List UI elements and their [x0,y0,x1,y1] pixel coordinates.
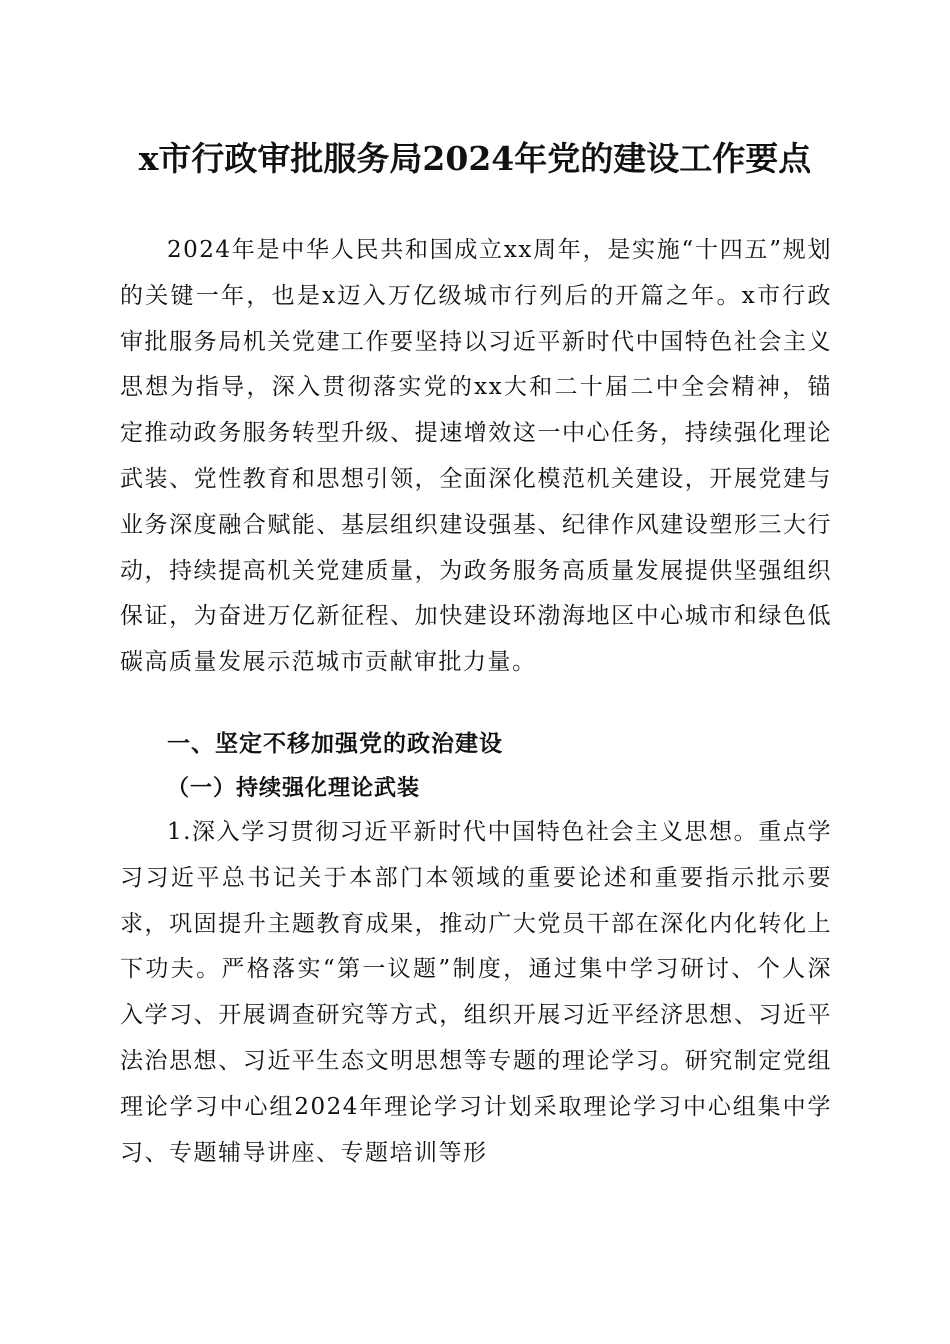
intro-paragraph: 2024年是中华人民共和国成立xx周年，是实施“十四五”规划的关键一年，也是x迈入万亿级城市行列后的开篇之年。x市行政审批服务局机关党建工作要坚持以习近平新时代中国特色社会主义思想为指导，深入贯彻落实党的xx大和二十届二中全会精神，锚定推动政务服务转型升级、提速增效这一中心任务，持续强化理论武装、党性教育和思想引领，全面深化模范机关建设，开展党建与业务深度融合赋能、基层组织建设强基、纪律作风建设塑形三大行动，持续提高机关党建质量，为政务服务高质量发展提供坚强组织保证，为奋进万亿新征程、加快建设环渤海地区中心城市和绿色低碳高质量发展示范城市贡献审批力量。 [120,237,832,676]
item-paragraph-1: 1.深入学习贯彻习近平新时代中国特色社会主义思想。重点学习习近平总书记关于本部门本领域的重要论述和重要指示批示要求，巩固提升主题教育成果，推动广大党员干部在深化内化转化上下功夫。严格落实“第一议题”制度，通过集中学习研讨、个人深入学习、开展调查研究等方式，组织开展习近平经济思想、习近平法治思想、习近平生态文明思想等专题的理论学习。研究制定党组理论学习中心组2024年理论学习计划采取理论学习中心组集中学习、专题辅导讲座、专题培训等形 [120,819,832,1166]
section-heading-1: 一、坚定不移加强党的政治建设 [167,731,503,757]
document-title: x市行政审批服务局2024年党的建设工作要点 [138,139,812,178]
subsection-heading-1: （一）持续强化理论武装 [167,775,421,801]
